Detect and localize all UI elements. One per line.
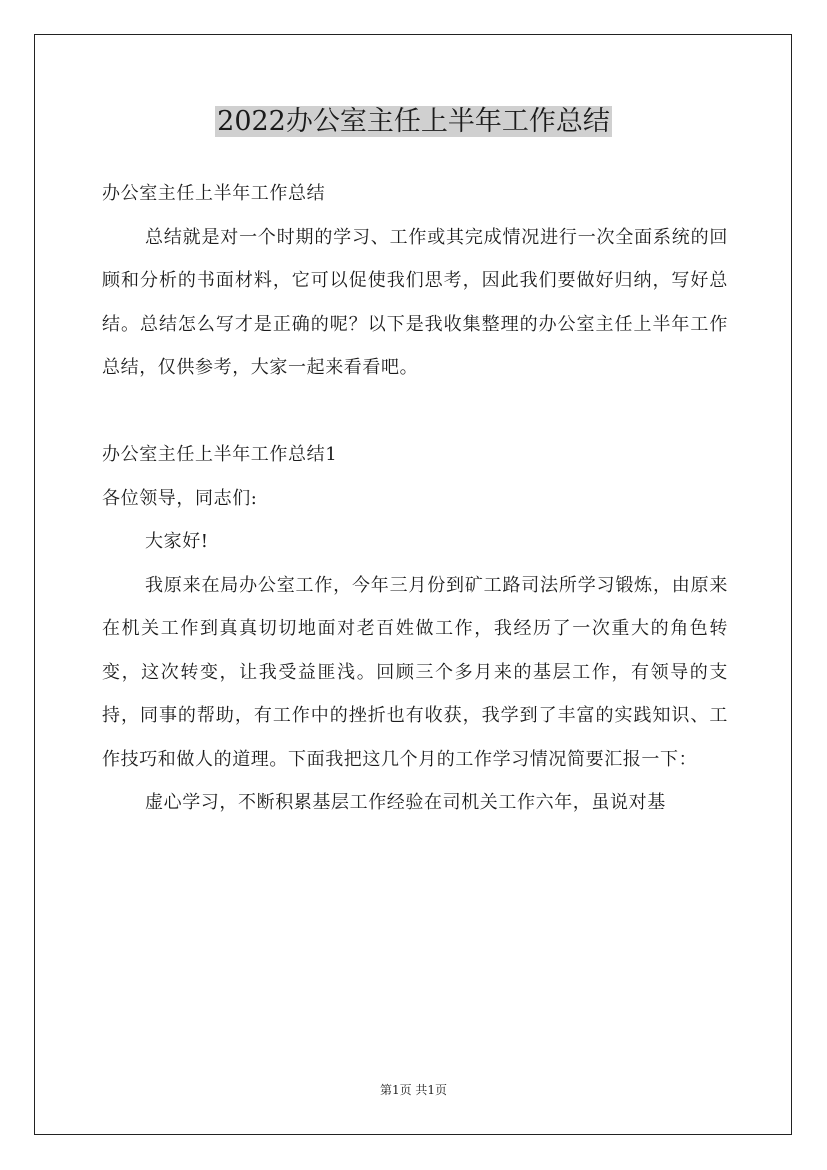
intro-paragraph: 总结就是对一个时期的学习、工作或其完成情况进行一次全面系统的回顾和分析的书面材料，它可以促使我们思考，因此我们要做好归纳，写好总结。总结怎么写才是正确的呢？以下是我收集整理的办公室主任上半年工作总结，仅供参考，大家一起来看看吧。 — [102, 226, 728, 378]
document-title — [0, 100, 827, 144]
salutation: 各位领导，同志们: — [102, 487, 258, 509]
document-title-text: 2022办公室主任上半年工作总结 — [217, 106, 610, 137]
page-footer: 第1页 共1页 — [379, 1083, 448, 1097]
spacer — [102, 390, 728, 434]
section-heading: 办公室主任上半年工作总结1 — [102, 444, 338, 465]
greeting: 大家好! — [145, 531, 209, 552]
document-body — [102, 172, 728, 825]
body-paragraph-2: 虚心学习，不断积累基层工作经验在司机关工作六年，虽说对基 — [145, 792, 666, 813]
document-subtitle: 办公室主任上半年工作总结 — [102, 183, 326, 204]
body-paragraph-1: 我原来在局办公室工作，今年三月份到矿工路司法所学习锻炼，由原来在机关工作到真真切切地面对老百姓做工作，我经历了一次重大的角色转变，这次转变，让我受益匪浅。回顾三个多月来的基层工作，有领导的支持，同事的帮助，有工作中的挫折也有收获，我学到了丰富的实践知识、工作技巧和做人的道理。下面我把这几个月的工作学习情况简要汇报一下： — [102, 574, 728, 770]
